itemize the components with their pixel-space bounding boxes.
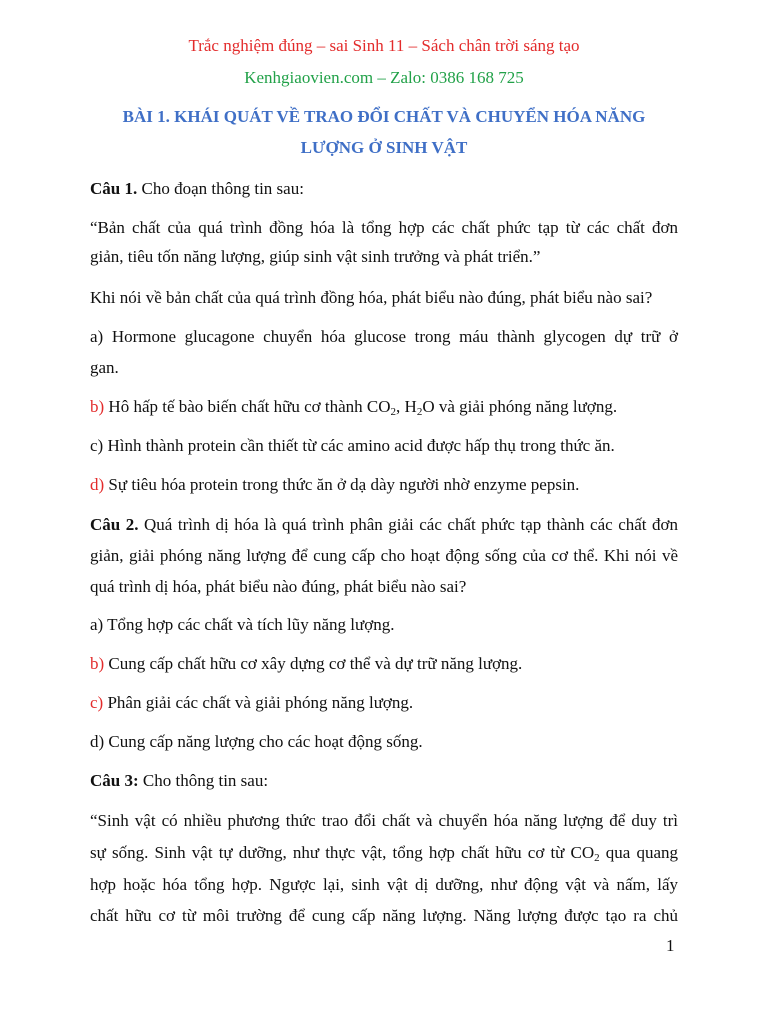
option-c-marker: c) — [90, 693, 104, 712]
question-2-option-b — [90, 653, 678, 675]
question-3-line1: “Sinh vật có nhiều phương thức trao đổi chất và chuyển hóa năng lượng để duy trì — [90, 811, 678, 830]
question-3-line2 — [90, 842, 678, 864]
subscript: 2 — [390, 406, 397, 418]
lesson-title-line2: LƯỢNG Ở SINH VẬT — [300, 138, 468, 157]
option-d-marker: d) — [90, 475, 105, 494]
option-b-marker: b) — [90, 654, 105, 673]
question-1-quote-line2: giản, tiêu tốn năng lượng, giúp sinh vật sinh trưởng và phát triển.” — [90, 247, 541, 266]
question-3-line4: chất hữu cơ từ môi trường để cung cấp năng lượng. Năng lượng được tạo ra chủ — [90, 906, 678, 925]
subscript: 2 — [594, 852, 600, 864]
question-2-line1 — [90, 514, 678, 536]
header-title: Trắc nghiệm đúng – sai Sinh 11 – Sách chân trời sáng tạo — [188, 36, 580, 55]
option-b-marker: b) — [90, 397, 105, 416]
question-2-label: Câu 2. — [90, 515, 139, 534]
question-2-line3: quá trình dị hóa, phát biểu nào đúng, phát biểu nào sai? — [90, 577, 467, 596]
question-1-label: Câu 1. — [90, 179, 138, 198]
subscript: 2 — [416, 406, 423, 418]
option-d-text: Sự tiêu hóa protein trong thức ăn ở dạ dày người nhờ enzyme pepsin. — [104, 475, 580, 494]
question-2-option-a: a) Tổng hợp các chất và tích lũy năng lượng. — [90, 615, 395, 634]
question-1-option-a-line2: gan. — [90, 358, 119, 377]
page-number: 1 — [666, 936, 675, 955]
question-1-prompt: Cho đoạn thông tin sau: — [137, 179, 304, 198]
question-3-heading — [90, 770, 678, 792]
question-1-heading — [90, 178, 678, 200]
question-1-quote-line1: “Bản chất của quá trình đồng hóa là tổng hợp các chất phức tạp từ các chất đơn — [90, 218, 678, 237]
question-3-prompt: Cho thông tin sau: — [138, 771, 269, 790]
question-1-option-a-line1: a) Hormone glucagone chuyển hóa glucose trong máu thành glycogen dự trữ ở — [90, 327, 678, 346]
question-2-option-d: d) Cung cấp năng lượng cho các hoạt động sống. — [90, 732, 423, 751]
question-1-option-b — [90, 396, 678, 418]
question-3-text: qua quang — [599, 843, 679, 862]
option-b-text: Cung cấp chất hữu cơ xây dựng cơ thể và dự trữ năng lượng. — [104, 654, 523, 673]
question-3-text: sự sống. Sinh vật tự dưỡng, như thực vật, tổng hợp chất hữu cơ từ CO — [90, 843, 595, 862]
question-1-option-c: c) Hình thành protein cần thiết từ các amino acid được hấp thụ trong thức ăn. — [90, 436, 615, 455]
question-1-question: Khi nói về bản chất của quá trình đồng hóa, phát biểu nào đúng, phát biểu nào sai? — [90, 288, 653, 307]
option-c-text: Phân giải các chất và giải phóng năng lượng. — [103, 693, 414, 712]
lesson-title-line1: BÀI 1. KHÁI QUÁT VỀ TRAO ĐỔI CHẤT VÀ CHUYỂN HÓA NĂNG — [122, 107, 646, 126]
option-b-text: , H — [396, 397, 417, 416]
option-b-text: O và giải phóng năng lượng. — [422, 397, 618, 416]
question-1-option-d — [90, 474, 678, 496]
question-2-line2: giản, giải phóng năng lượng để cung cấp cho hoạt động sống của cơ thể. Khi nói về — [90, 546, 678, 565]
question-3-label: Câu 3: — [90, 771, 139, 790]
question-2-text: Quá trình dị hóa là quá trình phân giải các chất phức tạp thành các chất đơn — [138, 515, 679, 534]
question-2-option-c — [90, 692, 678, 714]
question-3-line3: hợp hoặc hóa tổng hợp. Ngược lại, sinh vật dị dưỡng, như động vật và nấm, lấy — [90, 875, 678, 894]
option-b-text: Hô hấp tế bào biến chất hữu cơ thành CO — [104, 397, 391, 416]
header-contact: Kenhgiaovien.com – Zalo: 0386 168 725 — [244, 68, 524, 87]
